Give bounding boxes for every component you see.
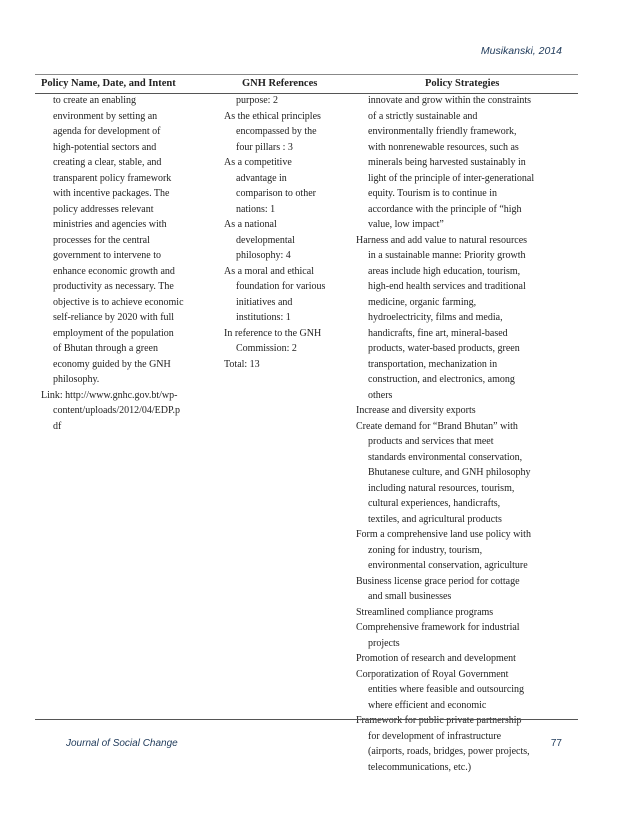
col2-line: In reference to the GNH xyxy=(224,327,322,339)
col2-line: purpose: 2 xyxy=(236,95,278,106)
col3-line: in a sustainable manne: Priority growth xyxy=(368,250,526,261)
col3-line: products, water-based products, green xyxy=(368,343,520,354)
col3-line: construction, and electronics, among xyxy=(368,374,515,385)
col3-line: accordance with the principle of “high xyxy=(368,203,522,215)
col2-line: philosophy: 4 xyxy=(236,250,291,261)
col3-line: including natural resources, tourism, xyxy=(368,482,515,494)
col1-line: enhance economic growth and xyxy=(53,265,175,277)
col2-line: Total: 13 xyxy=(224,358,260,370)
col2-line: encompassed by the xyxy=(236,126,317,137)
col3-line: minerals being harvested sustainably in xyxy=(368,157,526,168)
col1-line: transparent policy framework xyxy=(53,172,172,184)
col3-line: equity. Tourism is to continue in xyxy=(368,188,498,199)
col2-line: foundation for various xyxy=(236,281,326,292)
header-policy-name: Policy Name, Date, and Intent xyxy=(41,78,176,89)
col1-line: economy guided by the GNH xyxy=(53,358,171,370)
col3-line: areas include high education, tourism, xyxy=(368,265,521,277)
col1-line: environment by setting an xyxy=(53,110,158,122)
col2-line: As the ethical principles xyxy=(224,110,321,122)
col3-line: (airports, roads, bridges, power projects, xyxy=(368,746,530,757)
col2-line: developmental xyxy=(236,234,295,246)
col3-line: handicrafts, fine art, mineral-based xyxy=(368,327,508,339)
col3-line: medicine, organic farming, xyxy=(368,296,477,308)
footer-page-number: 77 xyxy=(550,738,562,749)
col3-line: Business license grace period for cottage xyxy=(356,575,520,587)
col3-line: value, low impact” xyxy=(368,219,444,230)
col2-line: As a competitive xyxy=(224,157,292,168)
col3-line: Increase and diversity exports xyxy=(356,405,476,416)
col3-line: Streamlined compliance programs xyxy=(356,606,494,618)
column-policy-name xyxy=(41,93,219,434)
col1-line: employment of the population xyxy=(53,327,174,339)
column-policy-strategies xyxy=(356,93,578,775)
col3-line: innovate and grow within the constraints xyxy=(368,95,532,106)
col1-line: Link: http://www.gnhc.gov.bt/wp- xyxy=(41,389,178,401)
col1-line: creating a clear, stable, and xyxy=(53,157,162,168)
column-gnh-references xyxy=(224,93,350,372)
footer-journal-title: Journal of Social Change xyxy=(66,738,178,749)
col3-line: entities where feasible and outsourcing xyxy=(368,684,525,695)
col2-line: As a national xyxy=(224,219,277,230)
col3-line: others xyxy=(368,389,393,401)
col3-line: environmentally friendly framework, xyxy=(368,126,517,137)
col3-line: of a strictly sustainable and xyxy=(368,110,478,122)
col3-line: with nonrenewable resources, such as xyxy=(368,141,519,153)
col3-line: Form a comprehensive land use policy with xyxy=(356,529,531,540)
col2-line: comparison to other xyxy=(236,188,316,199)
col3-line: environmental conservation, agriculture xyxy=(368,560,528,571)
col1-line: processes for the central xyxy=(53,234,150,246)
col3-line: Corporatization of Royal Government xyxy=(356,668,509,680)
col3-line: projects xyxy=(368,637,400,649)
col1-line: philosophy. xyxy=(53,374,100,385)
col2-line: initiatives and xyxy=(236,296,293,308)
col3-line: Create demand for “Brand Bhutan” with xyxy=(356,420,518,432)
col1-line: productivity as necessary. The xyxy=(53,281,174,292)
col1-line: self-reliance by 2020 with full xyxy=(53,312,175,323)
col3-line: Framework for public private partnership xyxy=(356,715,522,726)
col1-line: of Bhutan through a green xyxy=(53,343,158,354)
col3-line: Bhutanese culture, and GNH philosophy xyxy=(368,467,531,478)
col2-line: advantage in xyxy=(236,172,287,184)
col3-line: where efficient and economic xyxy=(368,699,487,711)
col1-line: high-potential sectors and xyxy=(53,141,157,153)
col1-line: policy addresses relevant xyxy=(53,203,154,215)
col2-line: four pillars : 3 xyxy=(236,141,293,153)
col1-line: government to intervene to xyxy=(53,250,162,261)
table-header-row xyxy=(35,74,578,94)
col3-line: standards environmental conservation, xyxy=(368,451,523,463)
col3-line: transportation, mechanization in xyxy=(368,358,498,370)
col3-line: light of the principle of inter-generational xyxy=(368,172,535,184)
header-gnh-references: GNH References xyxy=(242,78,318,89)
header-policy-strategies: Policy Strategies xyxy=(425,78,500,89)
col3-line: products and services that meet xyxy=(368,436,494,447)
running-head: Musikanski, 2014 xyxy=(480,45,562,57)
col3-line: and small businesses xyxy=(368,591,452,602)
table-bottom-rule xyxy=(35,719,578,720)
col1-line: agenda for development of xyxy=(53,126,161,137)
col2-line: As a moral and ethical xyxy=(224,265,314,277)
col3-line: Harness and add value to natural resources xyxy=(356,234,528,246)
col3-line: hydroelectricity, films and media, xyxy=(368,312,503,323)
col3-line: cultural experiences, handicrafts, xyxy=(368,498,501,509)
col3-line: Promotion of research and development xyxy=(356,653,516,664)
col2-line: nations: 1 xyxy=(236,203,276,215)
col3-line: telecommunications, etc.) xyxy=(368,761,472,773)
col1-line: objective is to achieve economic xyxy=(53,296,184,308)
col1-line: content/uploads/2012/04/EDP.p xyxy=(53,405,180,416)
col3-line: textiles, and agricultural products xyxy=(368,513,502,525)
col1-line: ministries and agencies with xyxy=(53,219,167,230)
col2-line: institutions: 1 xyxy=(236,312,291,323)
col3-line: for development of infrastructure xyxy=(368,730,502,742)
col3-line: Comprehensive framework for industrial xyxy=(356,622,520,633)
col1-line: df xyxy=(53,420,62,432)
col3-line: high-end health services and traditional xyxy=(368,281,526,292)
col3-line: zoning for industry, tourism, xyxy=(368,544,483,556)
col2-line: Commission: 2 xyxy=(236,343,297,354)
col1-line: to create an enabling xyxy=(53,95,137,106)
col1-line: with incentive packages. The xyxy=(53,188,170,199)
